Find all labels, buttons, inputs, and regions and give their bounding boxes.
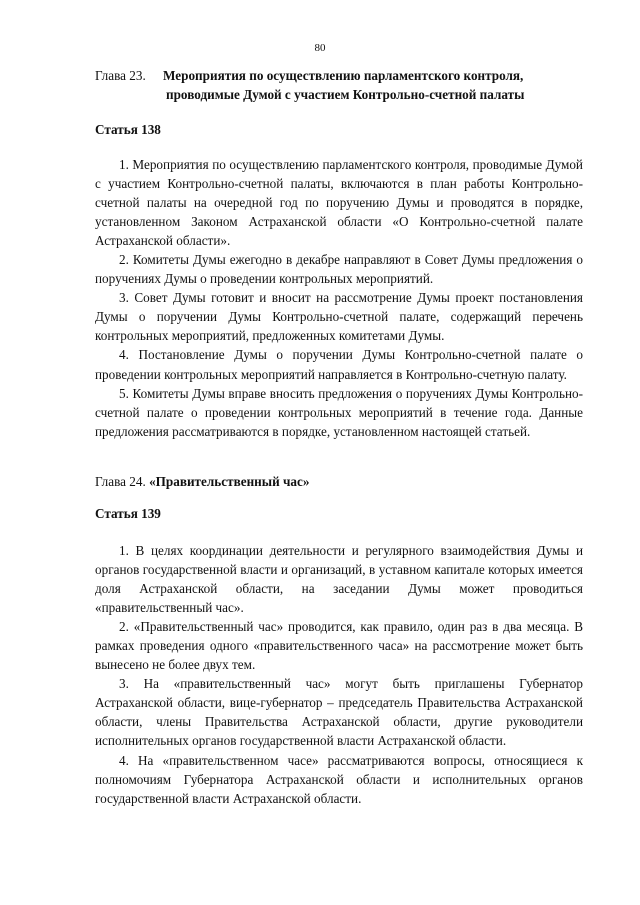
chapter-23-label: Глава 23. — [95, 68, 146, 83]
chapter-24-title: «Правительственный час» — [149, 474, 310, 489]
article-138-heading: Статья 138 — [95, 122, 161, 137]
article-138-body — [95, 155, 583, 441]
article-139-paragraph-1: 1. В целях координации деятельности и регулярного взаимодействия Думы и органов государственной власти и организаций, в уставном капитале которых имеется доля Астраханской области, на заседании Думы может проводиться «правительственный час». — [95, 543, 583, 616]
article-139-heading: Статья 139 — [95, 506, 161, 521]
chapter-23-title-line2: проводимые Думой с участием Контрольно-счетной палаты — [166, 87, 525, 102]
article-138-paragraph-1: 1. Мероприятия по осуществлению парламентского контроля, проводимые Думой с участием Контрольно-счетной палаты, включаются в план работы Контрольно-счетной палаты на очередной год по поручению Думы и проводятся в порядке, установленном Законом Астраханской области «О Контрольно-счетной палате Астраханской области». — [95, 157, 583, 249]
chapter-23-heading — [95, 66, 524, 104]
article-138-paragraph-2: 2. Комитеты Думы ежегодно в декабре направляют в Совет Думы предложения о поручениях Думы о проведении контрольных мероприятий. — [95, 252, 583, 287]
chapter-24-label: Глава 24. — [95, 474, 146, 489]
article-138-paragraph-4: 4. Постановление Думы о поручении Думы Контрольно-счетной палате о проведении контрольных мероприятий направляется в Контрольно-счетную палату. — [95, 347, 583, 382]
page-number: 80 — [314, 42, 326, 54]
article-138-paragraph-3: 3. Совет Думы готовит и вносит на рассмотрение Думы проект постановления Думы о поручении Думы Контрольно-счетной палате, содержащий перечень контрольных мероприятий, предложенных комитетами Думы. — [95, 290, 583, 344]
article-138-paragraph-5: 5. Комитеты Думы вправе вносить предложения о поручениях Думы Контрольно-счетной палате о проведении контрольных мероприятий в течение года. Данные предложения рассматриваются в порядке, установленном настоящей статьей. — [95, 385, 583, 439]
article-139-paragraph-4: 4. На «правительственном часе» рассматриваются вопросы, относящиеся к полномочиям Губернатора Астраханской области и исполнительных органов государственной власти Астраханской области. — [95, 752, 583, 806]
article-139-paragraph-3: 3. На «правительственный час» могут быть приглашены Губернатор Астраханской области, вице-губернатор – председатель Правительства Астраханской области, члены Правительства Астраханской области, другие руководители исполнительных органов государственной власти Астраханской области. — [95, 676, 583, 749]
article-139-body — [95, 541, 583, 808]
article-139-paragraph-2: 2. «Правительственный час» проводится, как правило, один раз в два месяца. В рамках проведения одного «правительственного часа» на рассмотрение может быть вынесено не более двух тем. — [95, 619, 583, 673]
chapter-23-title-line1: Мероприятия по осуществлению парламентского контроля, — [163, 68, 524, 83]
chapter-24-heading — [95, 472, 309, 491]
